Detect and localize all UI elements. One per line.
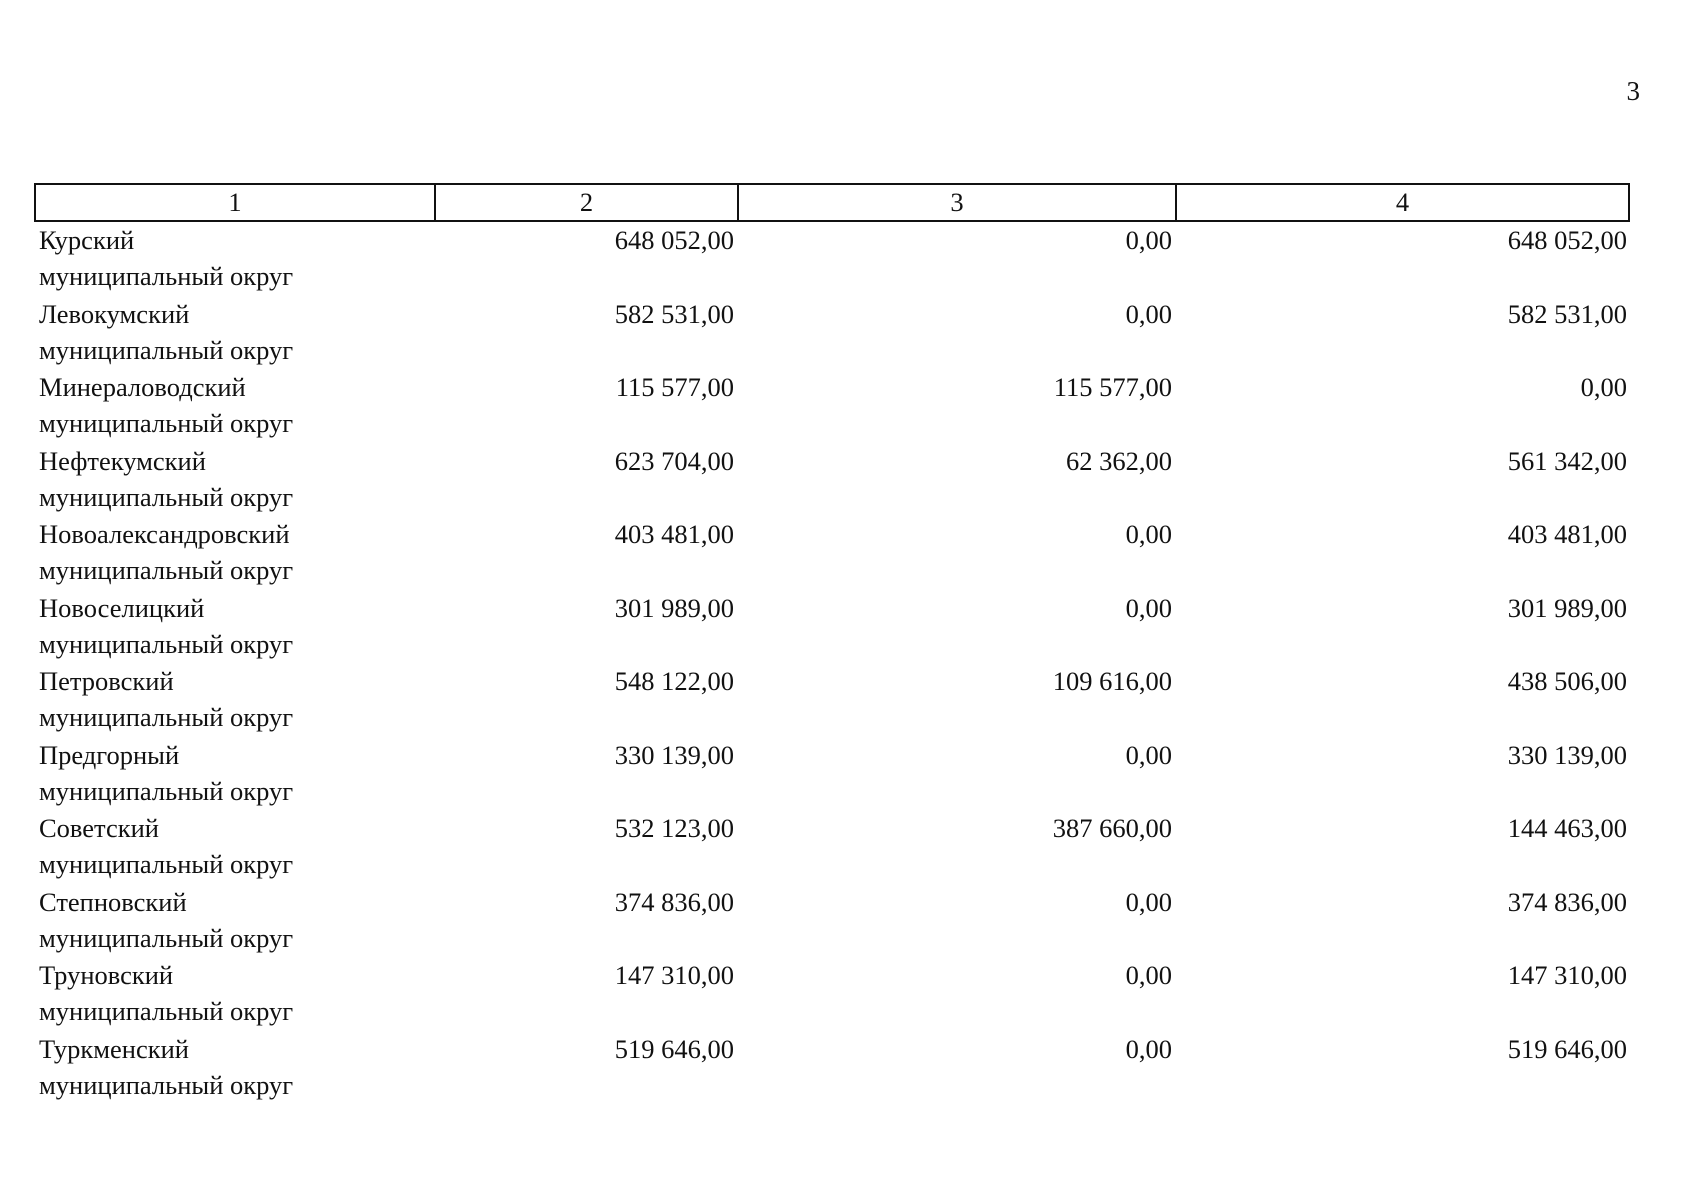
- column-header-3: 3: [738, 184, 1176, 221]
- page-number: 3: [1626, 76, 1640, 106]
- value-cell-column-2: 147 310,00: [614, 960, 734, 990]
- district-name-cell: [35, 957, 435, 1031]
- value-cell-column-2: 623 704,00: [614, 445, 734, 476]
- district-type: муниципальный округ: [39, 849, 294, 879]
- district-type: муниципальный округ: [39, 702, 294, 732]
- value-cell-column-2: 582 531,00: [614, 298, 734, 329]
- value-cell-column-2: 519 646,00: [614, 1033, 734, 1064]
- district-type: муниципальный округ: [39, 555, 294, 585]
- allocation-table: [34, 183, 1630, 1104]
- district-name: Новоалександровский: [39, 519, 290, 549]
- value-cell-column-3: 0,00: [1125, 519, 1172, 549]
- table-row: [35, 737, 1629, 811]
- district-name: Петровский: [39, 666, 174, 696]
- district-name-cell: [35, 1031, 435, 1105]
- value-cell-column-2: 115 577,00: [615, 372, 734, 402]
- district-name-cell: [35, 221, 435, 296]
- district-type: муниципальный округ: [39, 1069, 294, 1100]
- column-header-2: 2: [435, 184, 738, 221]
- table-row: [35, 516, 1629, 590]
- table-row: [35, 957, 1629, 1031]
- district-name: Левокумский: [39, 298, 190, 329]
- district-name-cell: [35, 296, 435, 370]
- value-cell-column-3: 109 616,00: [1052, 666, 1172, 696]
- value-cell-column-4: 330 139,00: [1507, 739, 1627, 770]
- table-row: [35, 221, 1629, 296]
- value-cell-column-3: 0,00: [1125, 960, 1172, 990]
- value-cell-column-3: 0,00: [1125, 1033, 1172, 1064]
- value-cell-column-4: 301 989,00: [1507, 592, 1627, 623]
- district-type: муниципальный округ: [39, 775, 294, 806]
- table-row: [35, 590, 1629, 664]
- value-cell-column-2: 548 122,00: [614, 666, 734, 696]
- district-name-cell: [35, 369, 435, 443]
- table-body: [35, 221, 1629, 1104]
- district-name: Курский: [39, 225, 135, 255]
- value-cell-column-4: 0,00: [1580, 372, 1627, 402]
- value-cell-column-2: 330 139,00: [614, 739, 734, 770]
- value-cell-column-4: 403 481,00: [1507, 519, 1627, 549]
- table-row: [35, 443, 1629, 517]
- value-cell-column-3: 0,00: [1125, 298, 1172, 329]
- district-type: муниципальный округ: [39, 922, 294, 953]
- value-cell-column-2: 374 836,00: [614, 886, 734, 917]
- value-cell-column-2: 532 123,00: [614, 813, 734, 843]
- table-row: [35, 296, 1629, 370]
- district-type: муниципальный округ: [39, 408, 294, 438]
- value-cell-column-3: 62 362,00: [1066, 445, 1172, 476]
- district-name: Степновский: [39, 886, 187, 917]
- value-cell-column-4: 144 463,00: [1507, 813, 1627, 843]
- column-header-4: 4: [1176, 184, 1629, 221]
- value-cell-column-4: 519 646,00: [1507, 1033, 1627, 1064]
- district-type: муниципальный округ: [39, 628, 294, 659]
- value-cell-column-3: 0,00: [1125, 886, 1172, 917]
- district-type: муниципальный округ: [39, 481, 294, 512]
- value-cell-column-4: 147 310,00: [1507, 960, 1627, 990]
- table-header: [35, 184, 1629, 221]
- header-row: [35, 184, 1629, 221]
- value-cell-column-4: 374 836,00: [1507, 886, 1627, 917]
- district-name-cell: [35, 737, 435, 811]
- table-row: [35, 1031, 1629, 1105]
- value-cell-column-3: 0,00: [1125, 225, 1172, 255]
- district-name-cell: [35, 663, 435, 737]
- value-cell-column-4: 648 052,00: [1507, 225, 1627, 255]
- value-cell-column-4: 582 531,00: [1507, 298, 1627, 329]
- table-row: [35, 369, 1629, 443]
- district-name-cell: [35, 884, 435, 958]
- district-name-cell: [35, 810, 435, 884]
- district-type: муниципальный округ: [39, 996, 294, 1026]
- table-row: [35, 810, 1629, 884]
- column-header-1: 1: [35, 184, 435, 221]
- value-cell-column-3: 387 660,00: [1052, 813, 1172, 843]
- district-name-cell: [35, 443, 435, 517]
- district-name: Предгорный: [39, 739, 180, 770]
- district-name: Новоселицкий: [39, 592, 205, 623]
- district-name: Минераловодский: [39, 372, 246, 402]
- value-cell-column-2: 301 989,00: [614, 592, 734, 623]
- table-row: [35, 884, 1629, 958]
- value-cell-column-2: 403 481,00: [614, 519, 734, 549]
- value-cell-column-3: 0,00: [1125, 592, 1172, 623]
- value-cell-column-4: 561 342,00: [1507, 445, 1627, 476]
- district-name: Туркменский: [39, 1033, 189, 1064]
- value-cell-column-4: 438 506,00: [1507, 666, 1627, 696]
- district-name: Труновский: [39, 960, 174, 990]
- district-type: муниципальный округ: [39, 261, 294, 291]
- value-cell-column-2: 648 052,00: [614, 225, 734, 255]
- value-cell-column-3: 115 577,00: [1053, 372, 1172, 402]
- district-type: муниципальный округ: [39, 334, 294, 365]
- district-name: Советский: [39, 813, 159, 843]
- value-cell-column-3: 0,00: [1125, 739, 1172, 770]
- district-name: Нефтекумский: [39, 445, 206, 476]
- table-row: [35, 663, 1629, 737]
- district-name-cell: [35, 590, 435, 664]
- district-name-cell: [35, 516, 435, 590]
